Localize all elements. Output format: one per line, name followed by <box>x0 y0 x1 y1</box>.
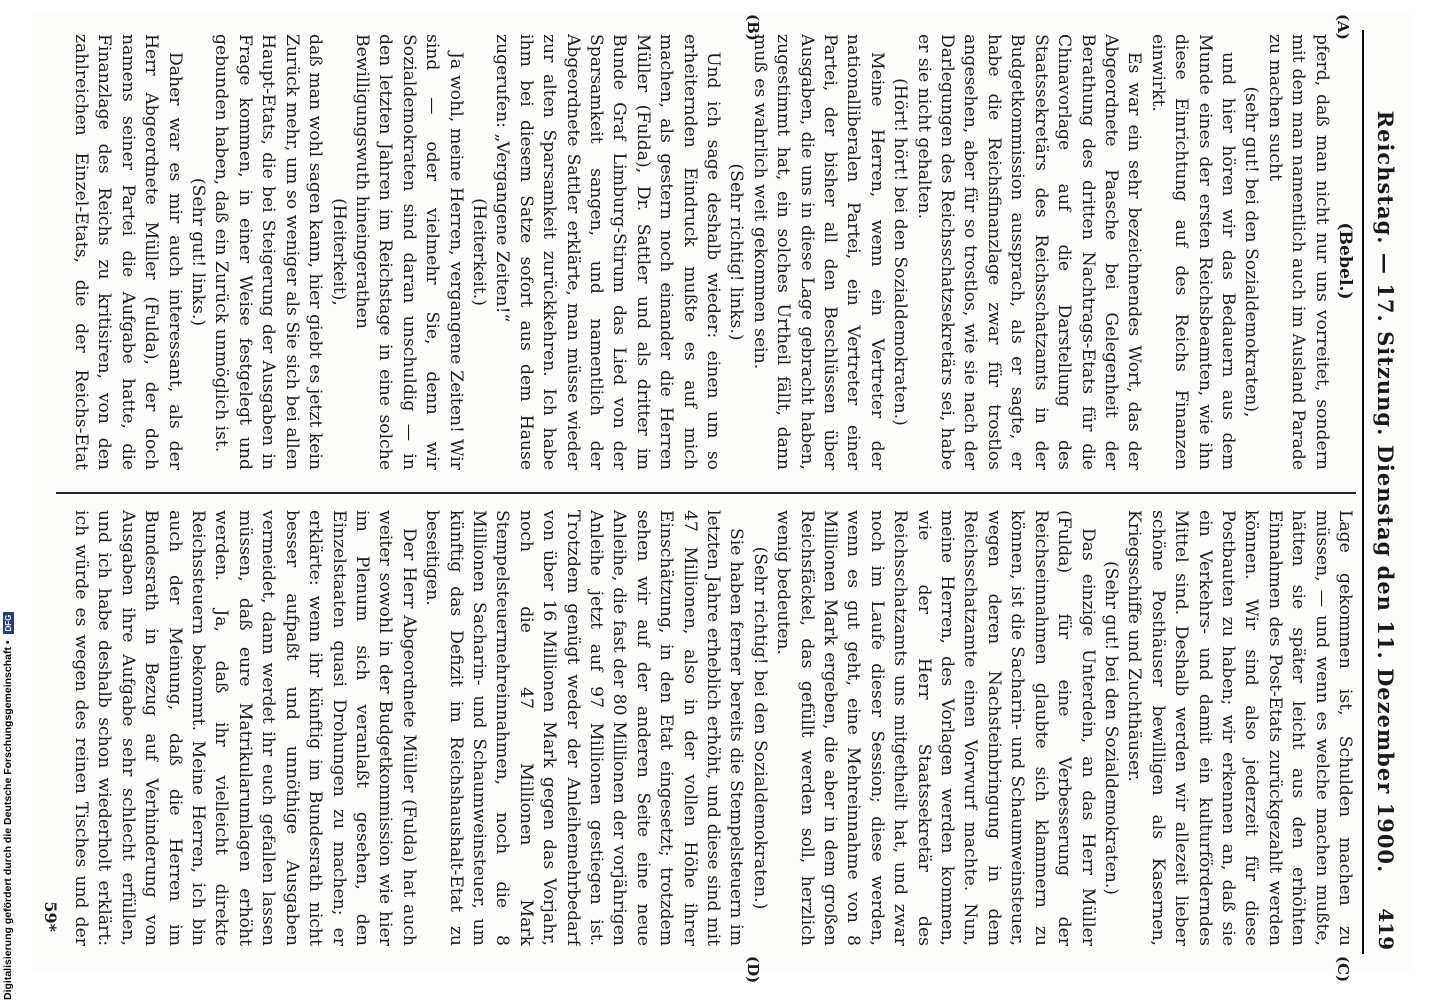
page-number: 419 <box>1374 908 1398 950</box>
interjection: (Sehr gut! links.) <box>188 177 209 327</box>
margin-label-c: (C) <box>1334 956 1352 983</box>
credit-text: Digitalisierung gefördert durch die Deutsche Forschungsgemeinschaft • <box>2 640 14 1000</box>
speaker-name: (Bebel.) <box>1335 222 1355 300</box>
paragraph: und hier hören wir das Bedauern aus dem Munde eines der ersten Reichsbeamten, wie ihn diese Einrichtung auf des Reichs Finanzen einwirkt. <box>1147 34 1238 470</box>
interjection: (Heiterkeit), <box>328 198 349 306</box>
margin-label-b: (B) <box>744 14 762 41</box>
right-column <box>66 510 1356 946</box>
paragraph: Daher war es mir auch interessant, als der Herr Abgeordnete Müller (Fulda), der doch namens seiner Partei die Aufgabe hatte, die Finanzlage des Reichs zu kritisiren, von den zahlreichen Einzel-Etats, die der Reichs-Etat <box>71 34 185 470</box>
paragraph: Sie haben ferner bereits die Stempelsteuern im letzten Jahre erheblich erhöht, und diese sind mit 47 Millionen, also in der vollen Höhe ihrer Einschätzung, in den Etat eingesetzt; trotzdem sehen wir auf der anderen Seite eine neue Anleihe, die fast der 80 Millionen der vorjährigen Anleihe jetzt auf 97 Millionen gestiegen ist. Trotzdem genügt weder der Anleihemehrbedarf von über 16 Millionen Mark gegen das Vorjahr, noch die 47 Millionen Mark Stempelsteuermehreinnahmen, noch die 8 Millionen Sacharin- und Schaumweinsteuer, um künftig das Defizit im Reichshaushalt-Etat zu beseitigen. <box>422 510 747 946</box>
document-page <box>32 12 1412 984</box>
interjection: (Sehr richtig! links.) <box>726 163 747 341</box>
paragraph: Es war ein sehr bezeichnendes Wort, das der Abgeordnete Paasche bei Gelegenheit der Berathung des dritten Nachtrags-Etats für die Chinavorlage auf die Darstellung des Staatssekretärs des Reichsschatzamts in der Budgetkommission aussprach, als er sagte, er habe die Reichsfinanzlage zwar für trostlos angesehen, aber für so trostlos, wie sie nach der Darlegungen des Reichsschatzsekretärs sei, habe er sie nicht gehalten. <box>913 34 1145 470</box>
interjection: (Hört! hört! bei den Sozialdemokraten.) <box>890 78 911 426</box>
interjection: (Sehr richtig! bei den Sozialdemokraten.) <box>749 546 770 910</box>
paragraph: daß man wohl sagen kann, hier giebt es jetzt kein Zurück mehr, um so weniger als Sie sich bei allen Haupt-Etats, die bei Steigerung der Ausgaben in Frage kommen, in einer Weise festgelegt und gebunden haben, daß ein Zurück unmöglich ist. <box>211 34 326 470</box>
margin-label-a: (A) <box>1334 14 1352 40</box>
paragraph: Und ich sage deshalb wieder: einen um so erheiternden Eindruck mußte es auf mich machen, als gestern noch einander die Herren Müller (Fulda), Dr. Sattler und als dritter im Bunde Graf Limburg-Stirum das Lied von der Sparsamkeit sangen, und namentlich der Abgeordnete Sattler erklärte, man müsse wieder zur alten Sparsamkeit zurückkehren. Ich habe ihm bei diesem Satze sofort aus dem Hause zugerufen: „Vergangene Zeiten!“ <box>492 34 724 470</box>
page-header <box>1362 30 1404 954</box>
margin-label-d: (D) <box>744 956 762 984</box>
dfg-logo: DFG <box>3 612 14 635</box>
column-divider <box>56 492 1356 494</box>
interjection: (Sehr gut! bei den Sozialdemokraten.) <box>1100 560 1121 896</box>
interjection: (sehr gut! bei den Sozialdemokraten), <box>1241 86 1262 418</box>
paragraph: Lage gekommen ist, Schulden machen zu müssen, — und wenn es welche machen mußte, hätten sie später leicht aus den erhöhten Einnahmen des Post-Etats zurückgezahlt werden können. Wir sind also jederzeit für diese Postbauten zu haben; wir erkennen an, daß sie ein Verkehrs- und damit ein kulturförderndes Mittel sind. Deshalb werden wir allezeit lieber schöne Posthäuser bewilligen als Kasernen, Kriegsschiffe und Zuchthäuser. <box>1124 510 1355 946</box>
paragraph: Das einzige Unterdein, an das Herr Müller (Fulda) für eine Verbesserung der Reichseinnahmen glaubte sich klammern zu können, ist die Sacharin- und Schaumweinsteuer, wegen deren Nachsteinbringung in dem Reichsschatzamte einen Vorwurf machte. Nun, meine Herren, des Vorlagen werden kommen, wie der Herr Staatssekretär des Reichsschatzamts uns mitgetheilt hat, und zwar noch im Laufe dieser Session; diese werden, wenn es gut geht, eine Mehreinnahme von 8 Millionen Mark ergeben, die aber in dem großen Reichsfäckel, das gefüllt werden soll, herzlich wenig bedeuten. <box>773 510 1098 946</box>
running-title: Reichstag. — 17. Sitzung. Dienstag den 11. Dezember 1900. <box>1373 110 1398 874</box>
page-footer-mark: 59* <box>41 901 60 932</box>
paragraph: Meine Herren, wenn ein Vertreter der nationalliberalen Partei, ein Vertreter einer Partei, der bisher all den Beschlüssen über Ausgaben, die uns in diese Lage gebracht haben, zugestimmt hat, ein solches Urtheil fällt, dann muß es wahrlich weit gekommen sein. <box>749 34 887 470</box>
paragraph: Der Herr Abgeordnete Müller (Fulda) hat auch weiter sowohl in der Budgetkommission wie hier im Plenum sich veranlaßt gesehen, den Einzelstaaten quasi Drohungen zu machen; er erklärte: wenn ihr künftig im Bundesrath nicht besser aufpaßt und unnöthige Ausgaben vermeidet, dann werdet ihr euch gefallen lassen müssen, daß eure Matrikularumlagen erhöht werden. Ja, daß ihr vielleicht direkte Reichssteuern bekommt. Meine Herren, ich bin auch der Meinung, daß die Herren im Bundesrath in Bezug auf Verhinderung von Ausgaben ihre Aufgabe sehr schlecht erfüllen, und ich habe deshalb schon wiederholt erklärt: ich würde es wegen des reinen Tisches und der <box>71 510 419 946</box>
paragraph: pferd, daß man nicht nur uns vorreitet, sondern mit dem man namentlich auch im Ausland Parade zu machen sucht <box>1264 34 1332 470</box>
left-column <box>66 34 1356 470</box>
paragraph: Ja wohl, meine Herren, vergangene Zeiten! Wir sind — oder vielmehr Sie, denn wir Sozialdemokraten sind daran unschuldig — in den letzten Jahren im Reichstage in eine solche Bewilligungswuth hineingerathen <box>351 34 466 470</box>
interjection: (Heiterkeit.) <box>468 198 489 306</box>
